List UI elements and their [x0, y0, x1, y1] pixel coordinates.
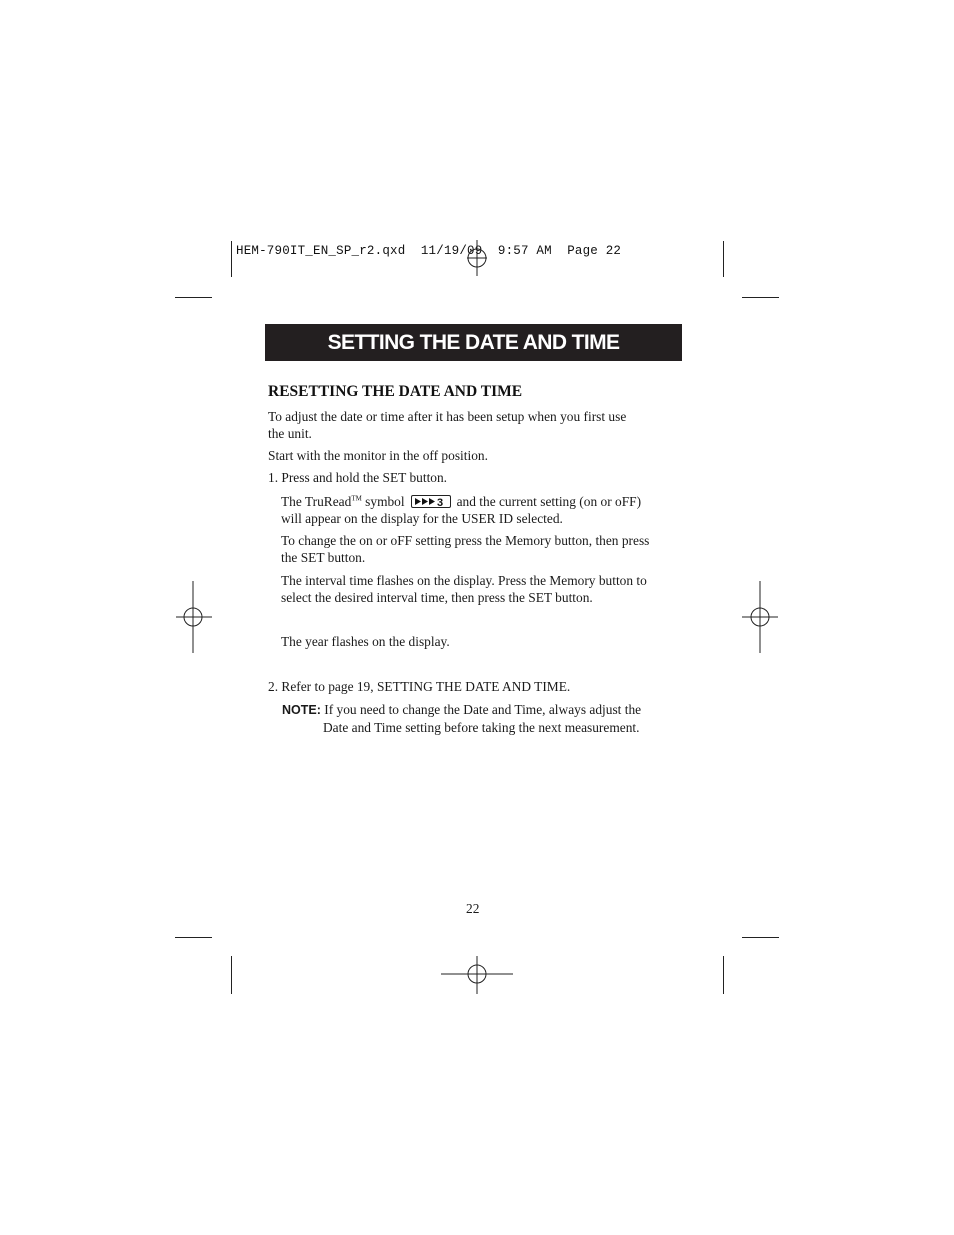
- year-paragraph: The year flashes on the display.: [281, 634, 450, 649]
- interval-line-1: The interval time flashes on the display. Press the Memory button to: [281, 573, 647, 588]
- interval-line-2: select the desired interval time, then press the SET button.: [281, 590, 593, 605]
- section-subheading: RESETTING THE DATE AND TIME: [268, 383, 523, 400]
- page-title: SETTING THE DATE AND TIME: [327, 331, 620, 354]
- note-paragraph: [282, 701, 641, 736]
- crop-mark-bottom-left-vertical: [231, 956, 232, 994]
- intro-line-2: the unit.: [268, 426, 312, 441]
- intro-paragraph: [268, 408, 626, 442]
- slug-date: 11/19/09: [420, 244, 483, 258]
- crop-mark-bottom-right-horizontal: [742, 937, 779, 938]
- crop-mark-top-right-vertical: [723, 241, 724, 277]
- registration-mark-top-icon: [441, 222, 513, 294]
- page-number: 22: [466, 901, 480, 916]
- trademark-superscript: TM: [351, 494, 362, 503]
- crop-mark-bottom-right-vertical: [723, 956, 724, 994]
- registration-mark-left-icon: [158, 581, 230, 653]
- truread-line-1: The TruRead™ symbol 3 and the current setting (on or oFF): [281, 494, 642, 509]
- crop-mark-top-left-vertical: [231, 241, 232, 277]
- change-line-2: the SET button.: [281, 550, 366, 565]
- note-label: NOTE:: [282, 703, 321, 717]
- triple-arrow-icon: [413, 496, 449, 507]
- truread-paragraph: [281, 493, 641, 527]
- interval-paragraph: [281, 572, 647, 606]
- registration-mark-bottom-icon: [441, 938, 513, 1010]
- crop-mark-top-right-horizontal: [742, 297, 779, 298]
- section-header-bar: [265, 324, 682, 361]
- step-2: 2. Refer to page 19, SETTING THE DATE AND TIME.: [268, 679, 571, 694]
- truread-symbol: [411, 495, 451, 508]
- registration-mark-right-icon: [724, 581, 796, 653]
- crop-mark-bottom-left-horizontal: [175, 937, 212, 938]
- crop-mark-top-left-horizontal: [175, 297, 212, 298]
- change-paragraph: [281, 532, 649, 566]
- intro-line-1: To adjust the date or time after it has been setup when you first use: [268, 409, 627, 424]
- start-paragraph: Start with the monitor in the off position.: [268, 448, 488, 463]
- change-line-1: To change the on or oFF setting press the Memory button, then press: [281, 533, 650, 548]
- truread-line-2: will appear on the display for the USER ID selected.: [281, 511, 563, 526]
- truread-symbol-digit: 3: [436, 497, 443, 507]
- printer-slug: [236, 244, 621, 258]
- slug-file: HEM-790IT_EN_SP_r2.qxd: [236, 244, 406, 258]
- step-1: 1. Press and hold the SET button.: [268, 470, 448, 485]
- note-line-2: Date and Time setting before taking the next measurement.: [323, 720, 640, 735]
- note-line-1: NOTE: If you need to change the Date and Time, always adjust the: [282, 702, 642, 717]
- slug-time: 9:57 AM: [497, 244, 552, 258]
- slug-page: Page 22: [567, 244, 622, 258]
